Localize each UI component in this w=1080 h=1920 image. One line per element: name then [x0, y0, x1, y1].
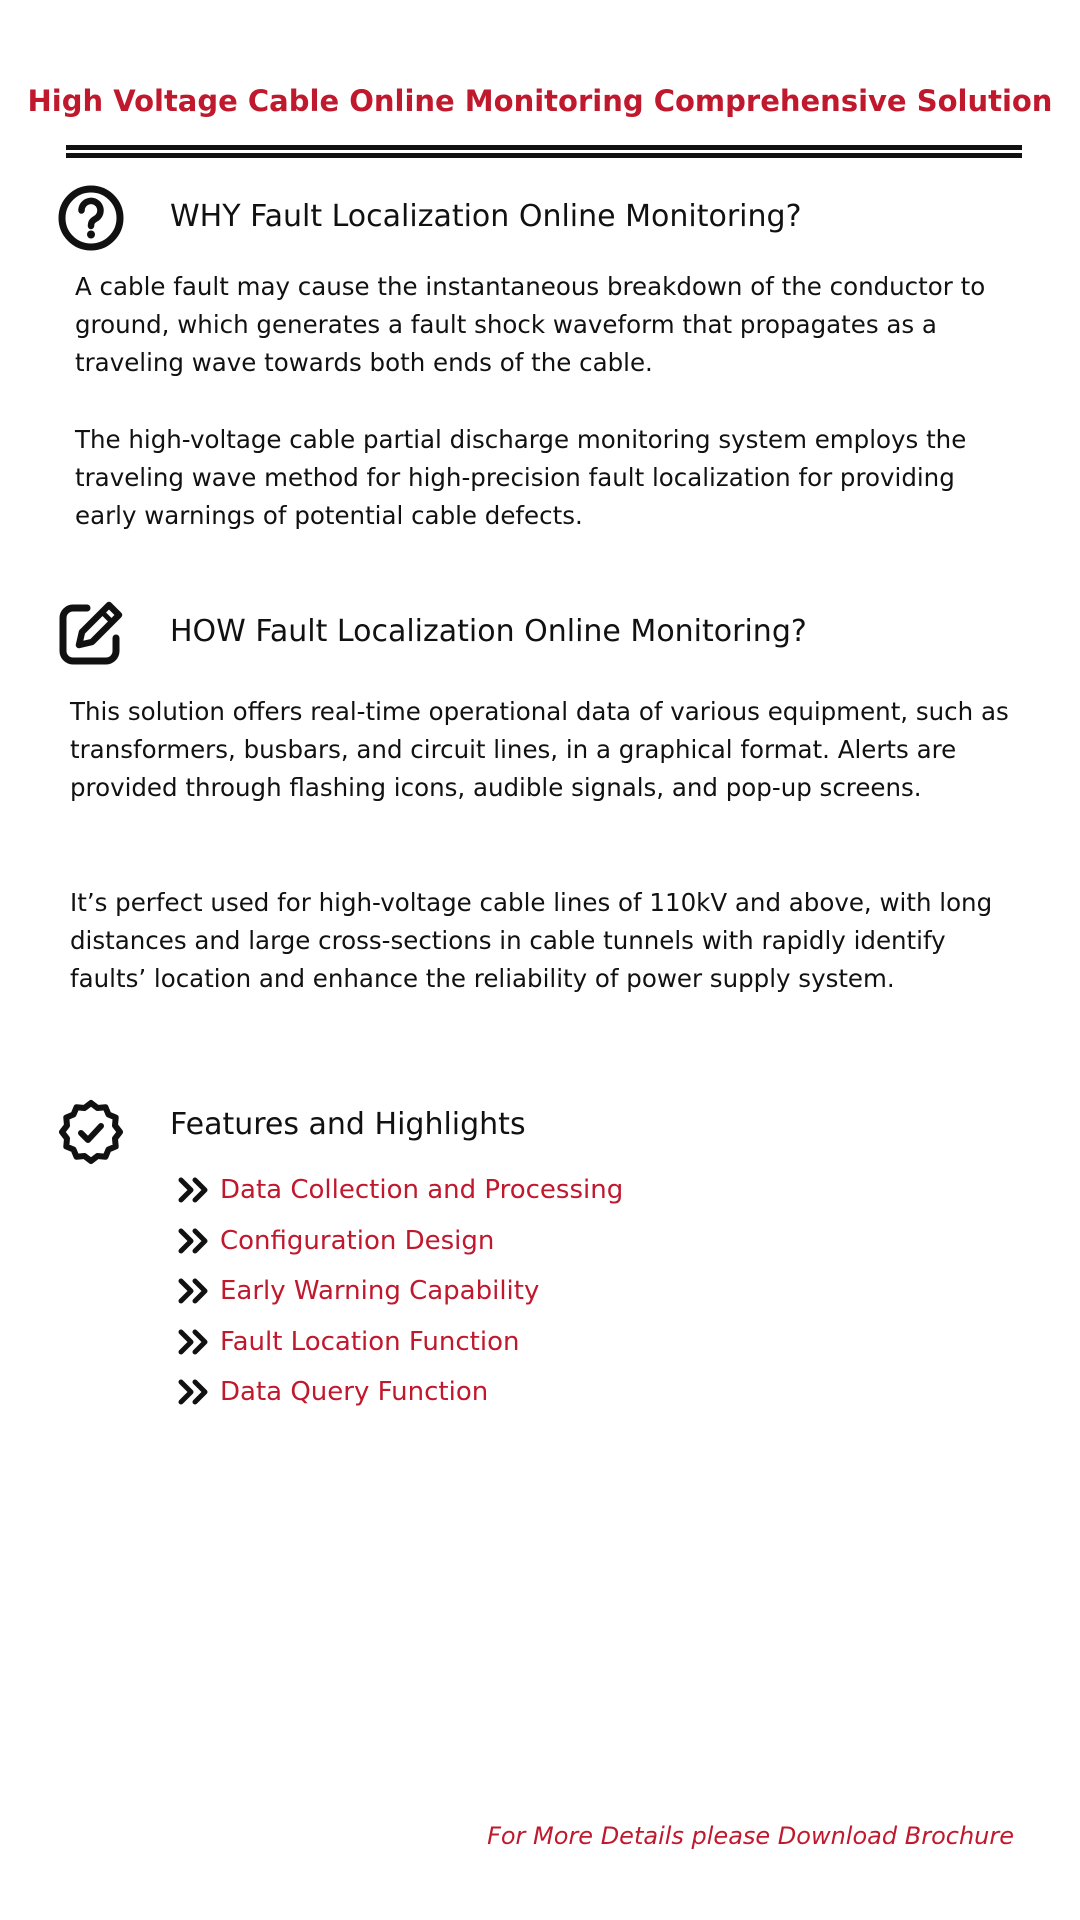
feature-label: Data Query Function [220, 1377, 489, 1408]
title-divider-top [66, 145, 1022, 150]
how-paragraph-2: It’s perfect used for high-voltage cable lines of 110kV and above, with long distances and large cross-sections in cable tunnels with rapidly identify faults’ location and enhance the reliability of power supply system. [70, 888, 993, 993]
why-paragraph-1: A cable fault may cause the instantaneous breakdown of the conductor to ground, which generates a fault shock waveform that propagates as a traveling wave towards both ends of the cable. [75, 272, 986, 377]
chevrons-right-icon [178, 1278, 212, 1304]
why-paragraph-2: The high-voltage cable partial discharge monitoring system employs the traveling wave method for high-precision fault localization for providing early warnings of potential cable defects. [75, 425, 967, 530]
feature-label: Fault Location Function [220, 1326, 520, 1357]
how-heading: HOW Fault Localization Online Monitoring? [170, 614, 807, 649]
chevrons-right-icon [178, 1228, 212, 1254]
question-circle-icon [56, 183, 126, 253]
why-heading: WHY Fault Localization Online Monitoring? [170, 199, 802, 234]
download-brochure-link[interactable]: For More Details please Download Brochure [487, 1822, 1014, 1850]
feature-item [178, 1317, 623, 1368]
how-paragraph-1: This solution offers real-time operational data of various equipment, such as transformers, busbars, and circuit lines, in a graphical format. Alerts are provided through flashing icons, audible signals, and pop-up screens. [70, 697, 1009, 802]
badge-check-icon [56, 1097, 126, 1167]
feature-item [178, 1266, 623, 1317]
page-title: High Voltage Cable Online Monitoring Comprehensive Solution [27, 84, 1053, 118]
feature-item [178, 1165, 623, 1216]
feature-label: Configuration Design [220, 1225, 495, 1256]
title-divider-bottom [66, 153, 1022, 158]
feature-item [178, 1216, 623, 1267]
edit-icon [56, 598, 126, 668]
feature-label: Early Warning Capability [220, 1276, 540, 1307]
feature-item [178, 1367, 623, 1418]
chevrons-right-icon [178, 1329, 212, 1355]
features-list [178, 1165, 623, 1418]
chevrons-right-icon [178, 1177, 212, 1203]
chevrons-right-icon [178, 1379, 212, 1405]
features-heading: Features and Highlights [170, 1107, 526, 1142]
feature-label: Data Collection and Processing [220, 1175, 624, 1206]
